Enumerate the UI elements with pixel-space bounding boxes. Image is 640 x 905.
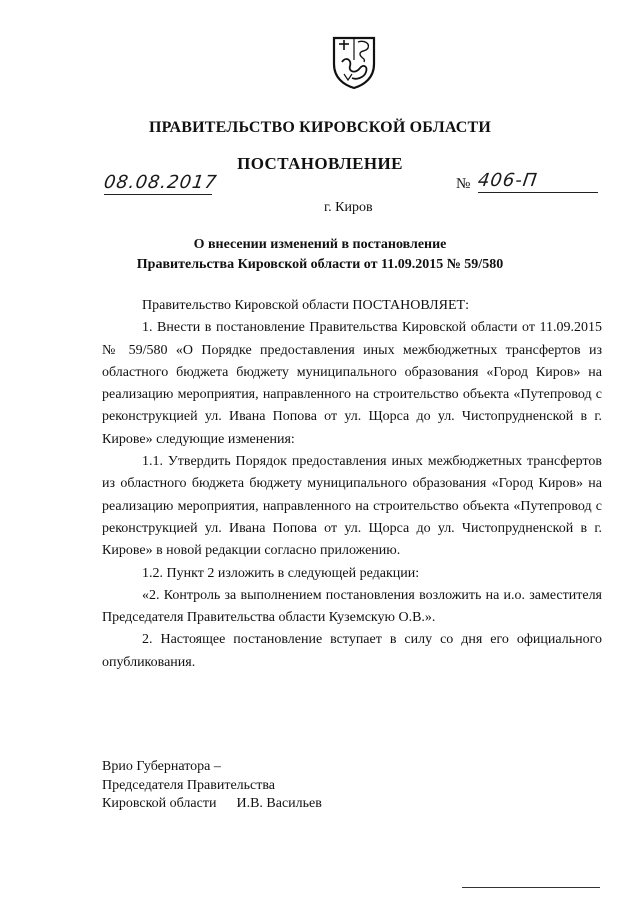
- handwritten-number: 406-П: [476, 170, 539, 191]
- number-underline: [478, 192, 598, 193]
- subject-line-1: О внесении изменений в постановление: [193, 237, 447, 252]
- item-2-paragraph: 2. Настоящее постановление вступает в силу со дня его официального опубликования.: [102, 632, 602, 670]
- number-sign: №: [456, 176, 471, 192]
- item-1-1-paragraph: 1.1. Утвердить Порядок предоставления иных межбюджетных трансфертов из областного бюджета бюджету муниципального образования «Город Киров» на реализацию мероприятия, направленного на строительство объекта «Путепровод с реконструкцией ул. Ивана Попова от ул. Щорса до ул. Чистопрудненской в г. Кирове» в новой редакции согласно приложению.: [102, 454, 602, 559]
- item-1-2-paragraph: 1.2. Пункт 2 изложить в следующей редакции:: [142, 565, 420, 581]
- handwritten-date: 08.08.2017: [102, 172, 219, 193]
- signer-title-line-3: Кировской области: [102, 796, 217, 811]
- signer-title-line-2: Председателя Правительства: [102, 777, 276, 793]
- signer-title-line-3-row: [102, 795, 422, 814]
- preamble-paragraph: Правительство Кировской области ПОСТАНОВЛЯЕТ:: [142, 298, 469, 313]
- organization-title: ПРАВИТЕЛЬСТВО КИРОВСКОЙ ОБЛАСТИ: [148, 119, 492, 136]
- signer-name: И.В. Васильев: [236, 796, 322, 811]
- item-1-2-text-paragraph: «2. Контроль за выполнением постановления возложить на и.о. заместителя Председателя Правительства области Куземскую О.В.».: [102, 587, 602, 626]
- coat-of-arms-icon: [330, 34, 378, 90]
- signature-block: [102, 758, 422, 814]
- signer-title-line-1: Врио Губернатора –: [102, 759, 221, 774]
- document-type-title: ПОСТАНОВЛЕНИЕ: [237, 154, 403, 173]
- date-underline: [104, 194, 212, 195]
- subject-line-2: Правительства Кировской области от 11.09.2015 № 59/580: [136, 257, 504, 272]
- city-label: г. Киров: [324, 200, 373, 215]
- item-1-paragraph: 1. Внести в постановление Правительства Кировской области от 11.09.2015 № 59/580 «О Порядке предоставления иных межбюджетных трансфертов из областного бюджета бюджету муниципального образования «Город Киров» на реализацию мероприятия, направленного на строительство объекта «Путепровод с реконструкцией ул. Ивана Попова от ул. Щорса до ул. Чистопрудненской в г. Кирове» следующие изменения:: [102, 320, 602, 447]
- document-subject: [80, 235, 560, 275]
- footer-rule: [462, 887, 600, 888]
- document-body: [102, 295, 602, 674]
